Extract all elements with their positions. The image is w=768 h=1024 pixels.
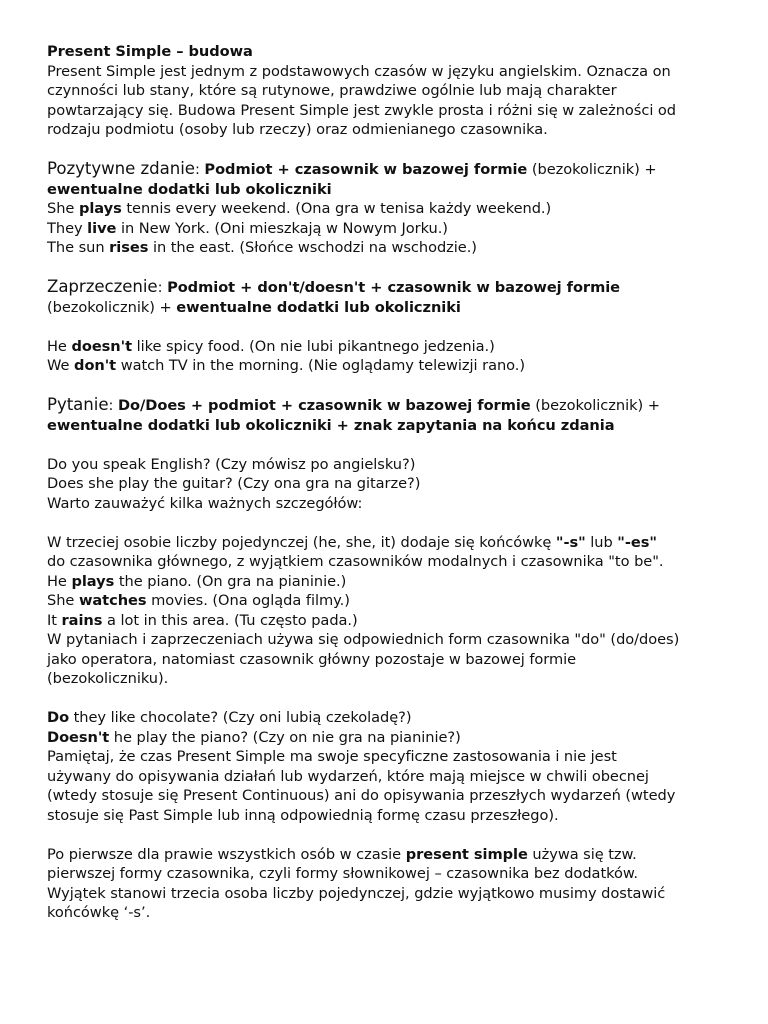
- intro-line: rodzaju podmiotu (osoby lub rzeczy) oraz odmienianego czasownika.: [47, 121, 548, 138]
- positive-rule-normal: (bezokolicznik) +: [527, 161, 657, 178]
- remember-line: używany do opisywania działań lub wydarzeń, które mają miejsce w chwili obecnej: [47, 767, 649, 785]
- example-line: [47, 591, 737, 611]
- positive-rule: [47, 159, 737, 180]
- example-verb: plays: [78, 200, 122, 217]
- document-title: [47, 42, 737, 62]
- operator-line: jako operatora, natomiast czasownik główny pozostaje w bazowej formie: [47, 650, 577, 668]
- example-pre: He: [47, 337, 72, 355]
- remember-line: stosuje się Past Simple lub inną odpowiednią formę czasu przeszłego).: [47, 806, 559, 824]
- example-post: watch TV in the morning. (Nie oglądamy telewizji rano.): [116, 357, 526, 374]
- negative-rule-normal: (bezokolicznik) +: [47, 298, 177, 316]
- document-page: [47, 42, 737, 923]
- question-rule-bold: Do/Does + podmiot + czasownik w bazowej formie: [117, 397, 531, 414]
- third-person-line: [47, 533, 737, 553]
- question-rule-bold2: ewentualne dodatki lub okoliczniki + znak zapytania na końcu zdania: [47, 416, 615, 434]
- example-post: the piano. (On gra na pianinie.): [114, 572, 347, 590]
- spacer: [47, 317, 737, 337]
- question-rule-cont: [47, 416, 737, 436]
- example-line: [47, 337, 737, 357]
- example-line: [47, 708, 737, 728]
- spacer: [47, 513, 737, 533]
- example-post: tennis every weekend. (Ona gra w tenisa każdy weekend.): [121, 200, 552, 217]
- example-pre: They: [47, 219, 88, 237]
- third-person-line: do czasownika głównego, z wyjątkiem czasowników modalnych i czasownika "to be".: [47, 553, 664, 570]
- example-post: they like chocolate? (Czy oni lubią czekoladę?): [69, 709, 412, 726]
- example-verb: doesn't: [71, 337, 132, 355]
- intro-line: powtarzający się. Budowa Present Simple jest zwykle prosta i różni się w zależności od: [47, 101, 677, 119]
- negative-rule: [47, 277, 737, 298]
- example-verb: don't: [74, 357, 117, 374]
- note-line: Warto zauważyć kilka ważnych szczegółów:: [47, 494, 363, 512]
- spacer: [47, 825, 737, 845]
- positive-heading: Pozytywne zdanie: [47, 159, 195, 178]
- example-verb: rains: [61, 611, 103, 629]
- final-line: końcówkę ‘-s’.: [47, 904, 151, 921]
- final-line: [47, 845, 737, 865]
- question-rule-normal: (bezokolicznik) +: [530, 397, 660, 414]
- example-verb: Doesn't: [47, 728, 110, 746]
- example-post: in New York. (Oni mieszkają w Nowym Jorku.): [116, 219, 448, 237]
- title-text: Present Simple – budowa: [47, 43, 253, 60]
- suffix-s: "-s": [555, 533, 586, 551]
- negative-heading: Zaprzeczenie: [47, 277, 158, 296]
- spacer: [47, 376, 737, 396]
- negative-rule-bold2: ewentualne dodatki lub okoliczniki: [176, 298, 461, 316]
- spacer: [47, 258, 737, 278]
- spacer: [47, 689, 737, 709]
- example-line: Does she play the guitar? (Czy ona gra na gitarze?): [47, 475, 421, 492]
- example-verb: Do: [47, 709, 70, 726]
- suffix-es: "-es": [617, 533, 657, 551]
- separator: :: [157, 279, 168, 296]
- text-segment: używa się tzw.: [527, 845, 637, 863]
- example-pre: She: [47, 200, 79, 217]
- text-segment: W trzeciej osobie liczby pojedynczej (he, she, it) dodaje się końcówkę: [47, 533, 556, 551]
- text-segment: lub: [585, 533, 618, 551]
- negative-rule-cont: [47, 298, 737, 318]
- separator: :: [194, 161, 205, 178]
- example-post: a lot in this area. (Tu często pada.): [102, 611, 358, 629]
- example-line: [47, 219, 737, 239]
- question-heading: Pytanie: [47, 395, 109, 414]
- positive-rule-bold2: ewentualne dodatki lub okoliczniki: [47, 180, 332, 198]
- example-pre: She: [47, 592, 79, 609]
- example-pre: It: [47, 611, 62, 629]
- negative-rule-bold: Podmiot + don't/doesn't + czasownik w bazowej formie: [167, 279, 621, 296]
- example-line: [47, 356, 737, 376]
- spacer: [47, 140, 737, 160]
- example-post: in the east. (Słońce wschodzi na wschodzie.): [148, 239, 477, 256]
- example-line: [47, 238, 737, 258]
- intro-line: Present Simple jest jednym z podstawowych czasów w języku angielskim. Oznacza on: [47, 62, 671, 80]
- example-line: [47, 611, 737, 631]
- remember-line: (wtedy stosuje się Present Continuous) ani do opisywania przeszłych wydarzeń (wtedy: [47, 787, 676, 804]
- operator-line: W pytaniach i zaprzeczeniach używa się odpowiednich form czasownika "do" (do/does): [47, 631, 680, 648]
- intro-line: czynności lub stany, które są rutynowe, prawdziwe ogólnie lub mają charakter: [47, 82, 617, 99]
- operator-line: (bezokoliczniku).: [47, 670, 169, 687]
- remember-line: Pamiętaj, że czas Present Simple ma swoje specyficzne zastosowania i nie jest: [47, 748, 617, 765]
- present-simple-bold: present simple: [405, 845, 528, 863]
- example-pre: He: [47, 572, 72, 590]
- example-post: movies. (Ona ogląda filmy.): [146, 592, 350, 609]
- question-rule: [47, 395, 737, 416]
- example-line: [47, 572, 737, 592]
- example-verb: watches: [78, 592, 147, 609]
- final-line: pierwszej formy czasownika, czyli formy słownikowej – czasownika bez dodatków.: [47, 865, 639, 882]
- positive-rule-cont: [47, 180, 737, 200]
- positive-rule-bold: Podmiot + czasownik w bazowej formie: [204, 161, 528, 178]
- separator: :: [108, 397, 118, 414]
- example-post: like spicy food. (On nie lubi pikantnego jedzenia.): [132, 337, 495, 355]
- example-verb: rises: [109, 239, 149, 256]
- example-pre: The sun: [47, 239, 110, 256]
- example-line: [47, 199, 737, 219]
- example-line: [47, 728, 737, 748]
- final-line: Wyjątek stanowi trzecia osoba liczby pojedynczej, gdzie wyjątkowo musimy dostawić: [47, 884, 666, 902]
- text-segment: Po pierwsze dla prawie wszystkich osób w czasie: [47, 845, 406, 863]
- example-verb: live: [87, 219, 117, 237]
- spacer: [47, 435, 737, 455]
- example-line: Do you speak English? (Czy mówisz po angielsku?): [47, 455, 416, 473]
- example-post: he play the piano? (Czy on nie gra na pianinie?): [109, 728, 461, 746]
- example-verb: plays: [71, 572, 115, 590]
- example-pre: We: [47, 357, 75, 374]
